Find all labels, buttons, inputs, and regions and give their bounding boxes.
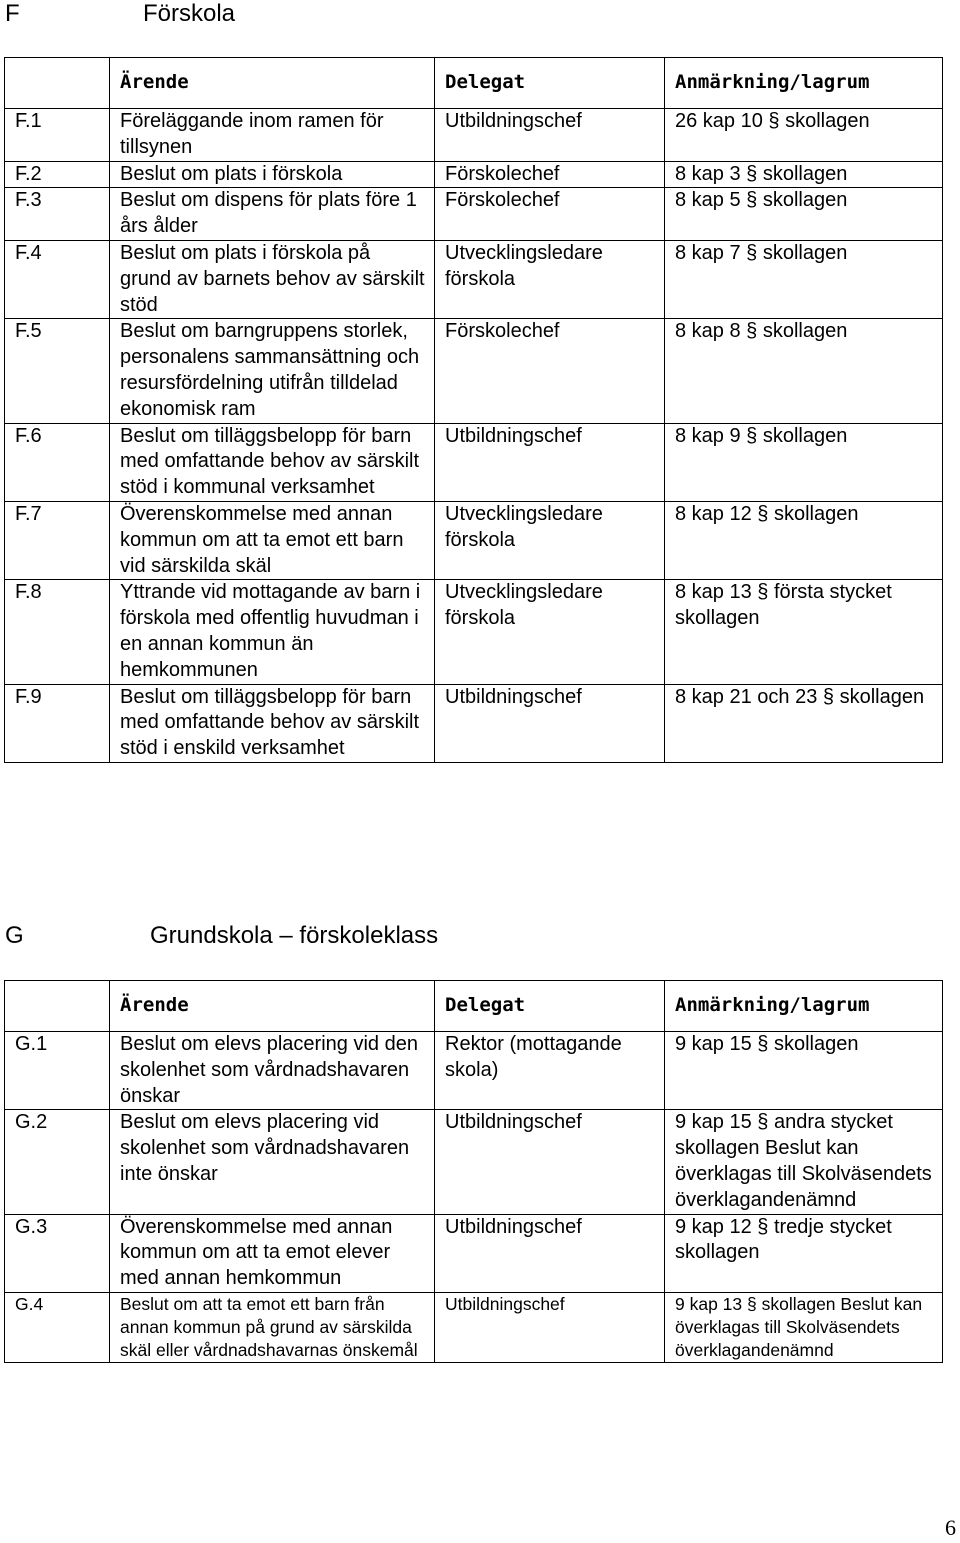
cell-arende: Beslut om tilläggsbelopp för barn med omfattande behov av särskilt stöd i kommunal verksamhet	[110, 423, 435, 501]
cell-num: F.2	[5, 161, 110, 188]
table-row	[5, 109, 943, 162]
cell-lagrum: 8 kap 5 § skollagen	[665, 188, 943, 241]
cell-lagrum: 9 kap 15 § andra stycket skollagen Beslut kan överklagas till Skolväsendets överklagandenämnd	[665, 1110, 943, 1214]
table-row	[5, 240, 943, 318]
cell-delegat: Utvecklingsledare förskola	[435, 501, 665, 579]
cell-arende: Överenskommelse med annan kommun om att ta emot elever med annan hemkommun	[110, 1214, 435, 1292]
table-row	[5, 188, 943, 241]
cell-lagrum: 8 kap 21 och 23 § skollagen	[665, 684, 943, 762]
table-row	[5, 161, 943, 188]
page-number: 6	[945, 1515, 956, 1540]
cell-arende: Beslut om elevs placering vid den skolenhet som vårdnadshavaren önskar	[110, 1032, 435, 1110]
section-f-title: Förskola	[143, 0, 236, 27]
header-delegat: Delegat	[435, 58, 665, 109]
cell-delegat: Rektor (mottagande skola)	[435, 1032, 665, 1110]
cell-delegat: Utbildningschef	[435, 1214, 665, 1292]
cell-arende: Beslut om elevs placering vid skolenhet som vårdnadshavaren inte önskar	[110, 1110, 435, 1214]
table-row	[5, 501, 943, 579]
cell-lagrum: 8 kap 7 § skollagen	[665, 240, 943, 318]
cell-arende: Beslut om tilläggsbelopp för barn med omfattande behov av särskilt stöd i enskild verksamhet	[110, 684, 435, 762]
cell-delegat: Utbildningschef	[435, 684, 665, 762]
table-row	[5, 1110, 943, 1214]
cell-arende: Överenskommelse med annan kommun om att ta emot ett barn vid särskilda skäl	[110, 501, 435, 579]
cell-lagrum: 8 kap 13 § första stycket skollagen	[665, 580, 943, 684]
cell-num: F.4	[5, 240, 110, 318]
cell-delegat: Utvecklingsledare förskola	[435, 240, 665, 318]
cell-delegat: Förskolechef	[435, 319, 665, 423]
header-lagrum: Anmärkning/lagrum	[665, 981, 943, 1032]
cell-lagrum: 8 kap 12 § skollagen	[665, 501, 943, 579]
cell-arende: Beslut om plats i förskola på grund av barnets behov av särskilt stöd	[110, 240, 435, 318]
header-arende: Ärende	[110, 58, 435, 109]
cell-lagrum: 9 kap 15 § skollagen	[665, 1032, 943, 1110]
delegation-table-f	[4, 57, 943, 763]
cell-arende: Beslut om barngruppens storlek, personalens sammansättning och resursfördelning utifrån tilldelad ekonomisk ram	[110, 319, 435, 423]
cell-num: G.1	[5, 1032, 110, 1110]
table-row	[5, 1292, 943, 1362]
table-header-row	[5, 58, 943, 109]
cell-arende: Beslut om att ta emot ett barn från annan kommun på grund av särskilda skäl eller vårdnadshavarnas önskemål	[110, 1292, 435, 1362]
cell-lagrum: 8 kap 8 § skollagen	[665, 319, 943, 423]
cell-num: F.6	[5, 423, 110, 501]
cell-num: F.8	[5, 580, 110, 684]
cell-delegat: Utbildningschef	[435, 423, 665, 501]
cell-delegat: Utbildningschef	[435, 1110, 665, 1214]
cell-num: F.1	[5, 109, 110, 162]
table-row	[5, 319, 943, 423]
cell-arende: Föreläggande inom ramen för tillsynen	[110, 109, 435, 162]
table-row	[5, 423, 943, 501]
cell-num: F.9	[5, 684, 110, 762]
section-g-letter: G	[5, 922, 24, 949]
cell-delegat: Utbildningschef	[435, 109, 665, 162]
cell-arende: Yttrande vid mottagande av barn i förskola med offentlig huvudman i en annan kommun än hemkommunen	[110, 580, 435, 684]
cell-num: F.5	[5, 319, 110, 423]
table-row	[5, 1032, 943, 1110]
cell-arende: Beslut om plats i förskola	[110, 161, 435, 188]
cell-lagrum: 8 kap 9 § skollagen	[665, 423, 943, 501]
cell-lagrum: 9 kap 13 § skollagen Beslut kan överklagas till Skolväsendets överklagandenämnd	[665, 1292, 943, 1362]
cell-delegat: Förskolechef	[435, 188, 665, 241]
cell-num: G.4	[5, 1292, 110, 1362]
header-delegat: Delegat	[435, 981, 665, 1032]
cell-lagrum: 8 kap 3 § skollagen	[665, 161, 943, 188]
cell-delegat: Förskolechef	[435, 161, 665, 188]
cell-num: F.3	[5, 188, 110, 241]
cell-lagrum: 26 kap 10 § skollagen	[665, 109, 943, 162]
table-row	[5, 580, 943, 684]
table-row	[5, 1214, 943, 1292]
section-f-letter: F	[5, 0, 20, 27]
table-header-row	[5, 981, 943, 1032]
section-g-title: Grundskola – förskoleklass	[150, 922, 439, 949]
cell-delegat: Utbildningschef	[435, 1292, 665, 1362]
cell-num: G.2	[5, 1110, 110, 1214]
cell-num: F.7	[5, 501, 110, 579]
header-lagrum: Anmärkning/lagrum	[665, 58, 943, 109]
cell-lagrum: 9 kap 12 § tredje stycket skollagen	[665, 1214, 943, 1292]
cell-delegat: Utvecklingsledare förskola	[435, 580, 665, 684]
table-row	[5, 684, 943, 762]
cell-arende: Beslut om dispens för plats före 1 års ålder	[110, 188, 435, 241]
header-arende: Ärende	[110, 981, 435, 1032]
cell-num: G.3	[5, 1214, 110, 1292]
delegation-table-g	[4, 980, 943, 1363]
